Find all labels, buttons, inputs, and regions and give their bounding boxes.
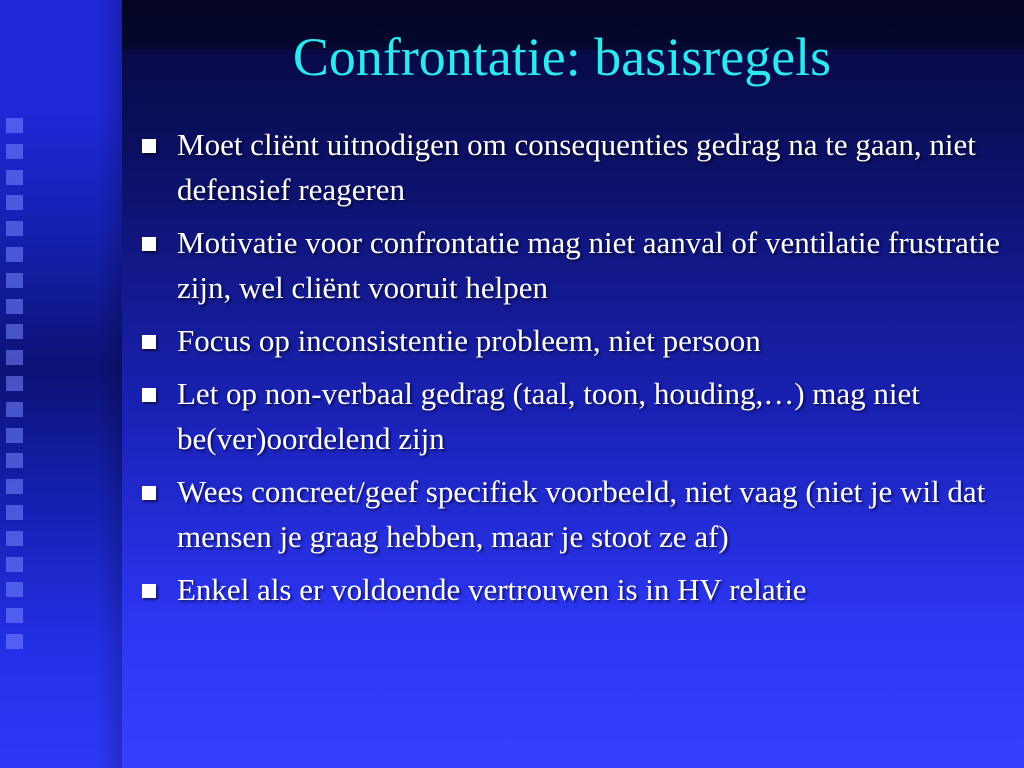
bullet-text: Focus op inconsistentie probleem, niet persoon [177,323,761,358]
square-bullet-icon [142,584,156,598]
bullet-item [140,122,1010,212]
square-pattern-decoration [6,118,32,658]
decorative-square [6,582,23,597]
decorative-square [6,273,23,288]
decorative-square [6,428,23,443]
decorative-square [6,505,23,520]
decorative-square [6,608,23,623]
decorative-square [6,118,23,133]
square-bullet-icon [142,486,156,500]
decorative-square [6,376,23,391]
bullet-text: Moet cliënt uitnodigen om consequenties gedrag na te gaan, niet defensief reageren [177,127,976,207]
decorative-square [6,144,23,159]
decorative-square [6,299,23,314]
left-decorative-strip [0,0,122,768]
square-bullet-icon [142,388,156,402]
decorative-square [6,402,23,417]
decorative-square [6,247,23,262]
decorative-square [6,557,23,572]
decorative-square [6,350,23,365]
bullet-item [140,567,1010,612]
square-bullet-icon [142,335,156,349]
decorative-square [6,634,23,649]
bullet-item [140,371,1010,461]
decorative-square [6,195,23,210]
decorative-square [6,479,23,494]
square-bullet-icon [142,237,156,251]
decorative-square [6,221,23,236]
square-bullet-icon [142,139,156,153]
slide-title: Confrontatie: basisregels [292,27,832,87]
bullet-text: Let op non-verbaal gedrag (taal, toon, houding,…) mag niet be(ver)oordelend zijn [177,376,920,456]
bullet-text: Motivatie voor confrontatie mag niet aanval of ventilatie frustratie zijn, wel cliënt vooruit helpen [177,225,1000,305]
decorative-square [6,170,23,185]
bullet-item [140,220,1010,310]
bullet-item [140,318,1010,363]
bullet-text: Enkel als er voldoende vertrouwen is in HV relatie [177,572,807,607]
bullet-list [140,122,1010,620]
decorative-square [6,453,23,468]
decorative-square [6,531,23,546]
bullet-text: Wees concreet/geef specifiek voorbeeld, niet vaag (niet je wil dat mensen je graag hebben, maar je stoot ze af) [177,474,986,554]
decorative-square [6,324,23,339]
bullet-item [140,469,1010,559]
